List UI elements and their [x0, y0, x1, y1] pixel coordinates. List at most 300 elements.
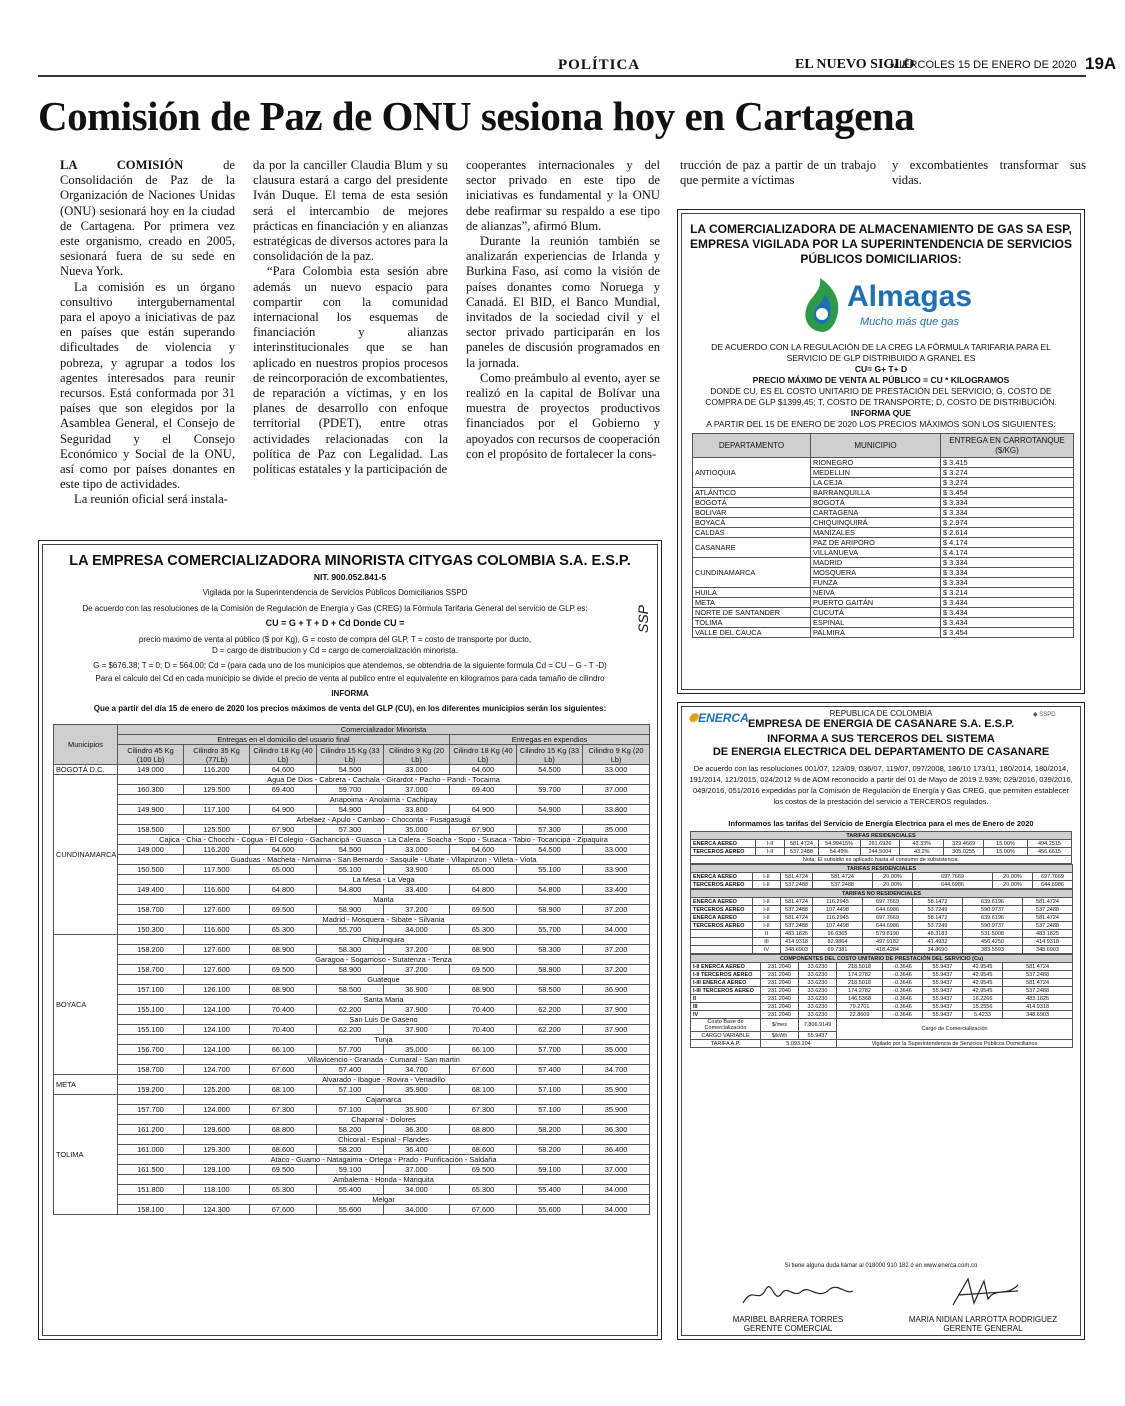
table-row: [691, 881, 1073, 889]
table-row: [693, 498, 1074, 508]
table-row: [54, 965, 650, 975]
price-cell: 57.300: [517, 825, 583, 835]
section-title: TARIFAS NO RESIDENCIALES: [691, 890, 1073, 898]
price-cell: $ 3.434: [941, 618, 1074, 628]
table-cell: IV: [753, 946, 781, 954]
price-cell: 117.500: [184, 865, 250, 875]
municipality-cell: MOSQUERA: [811, 568, 941, 578]
price-cell: 33.000: [384, 845, 450, 855]
table-row: [693, 608, 1074, 618]
price-cell: 57.100: [517, 1085, 583, 1095]
almagas-price-table: [692, 433, 1074, 638]
table-cell: IV: [691, 1011, 761, 1019]
price-cell: 36.300: [583, 1125, 650, 1135]
price-cell: 55.600: [517, 1205, 583, 1215]
group-row: [54, 855, 650, 865]
citygas-ad: [38, 540, 662, 1340]
price-cell: 37.000: [583, 1165, 650, 1175]
table-row: [693, 628, 1074, 638]
table-cell: I-III ENERCA AEREO: [691, 979, 761, 987]
price-cell: 149.400: [118, 885, 184, 895]
almagas-inform: INFORMA QUE: [850, 408, 912, 418]
price-cell: 67.900: [450, 825, 517, 835]
price-cell: 129.300: [184, 1145, 250, 1155]
table-cell: 231.2040: [761, 971, 799, 979]
article-paragraph: “Para Colombia esta sesión abre además un nuevo espacio para compartir con la comunidad internacional los esquemas de financiación y alianzas interinstitucionales que se han aplicado en nuestros propios procesos de reincorporación de excombatientes, de reparación a víctimas, y en los planes de desarrollo con enfoque territorial (PDET), entre otras actividades relacionadas con la política de Paz con Legalidad. Las políticas estatales y la participación de: [253, 264, 448, 477]
price-cell: 64.600: [450, 845, 517, 855]
department-cell: VALLE DEL CAUCA: [693, 628, 811, 638]
price-cell: 33.000: [583, 765, 650, 775]
table-cell: 218.5018: [837, 963, 883, 971]
column-header: Cilindro 18 Kg (40 Lb): [250, 745, 317, 765]
table-cell: 33.6230: [799, 979, 837, 987]
price-cell: 58.500: [517, 985, 583, 995]
table-cell: 69.7381: [813, 946, 863, 954]
price-cell: 68.900: [250, 945, 317, 955]
table-cell: 15.2556: [963, 1003, 1003, 1011]
table-cell: 590.9737: [963, 906, 1023, 914]
price-cell: 37.900: [384, 1005, 450, 1015]
table-cell: I-II: [755, 840, 784, 848]
citygas-vigilance: Vigilada por la Superintendencia de Servicios Públicos Domiciliarios SSPD: [202, 588, 468, 597]
table-row: [54, 785, 650, 795]
price-cell: 64.900: [450, 805, 517, 815]
municipality-cell: CHIQUINQUIRÁ: [811, 518, 941, 528]
column-header: Cilindro 45 Kg (100 Lb): [118, 745, 184, 765]
municipality-group: Melgar: [118, 1195, 650, 1205]
section-header: [691, 890, 1073, 898]
price-cell: 69.500: [250, 965, 317, 975]
enerca-republic: REPUBLICA DE COLOMBIA: [829, 709, 933, 718]
table-row: [54, 1045, 650, 1055]
enerca-footer-note: Si tiene alguna duda llámar al 018000 910 182 ó en www.enerca.com.co: [784, 1263, 978, 1269]
price-cell: 70.400: [450, 1005, 517, 1015]
table-cell: 54.49%: [818, 848, 860, 856]
table-row: [54, 985, 650, 995]
section-header: [691, 832, 1072, 840]
price-cell: 55.700: [317, 925, 384, 935]
price-cell: $ 3.434: [941, 608, 1074, 618]
table-row: [693, 518, 1074, 528]
price-cell: 161.000: [118, 1145, 184, 1155]
price-cell: 124.100: [184, 1045, 250, 1055]
price-cell: 65.300: [250, 925, 317, 935]
value-cell: 55.9437: [799, 1032, 837, 1040]
price-cell: 35.900: [384, 1105, 450, 1115]
table-cell: 537.2488: [781, 922, 813, 930]
table-row: [54, 1205, 650, 1215]
municipality-group: Garagoa - Sogamoso - Sutatenza - Tenza: [118, 955, 650, 965]
citygas-text: D = cargo de distribucion y Cd = cargo de comercialización minorista.: [212, 646, 458, 655]
price-cell: 55.600: [317, 1205, 384, 1215]
signer-2-name: MARIA NIDIAN LARROTTA RODRIGUEZ: [908, 1315, 1058, 1324]
price-cell: 54.800: [317, 885, 384, 895]
price-cell: 64.600: [250, 765, 317, 775]
group-row: [54, 1135, 650, 1145]
price-cell: 58.900: [317, 905, 384, 915]
price-cell: 151.800: [118, 1185, 184, 1195]
table-cell: 348.6903: [1023, 946, 1073, 954]
price-cell: 54.800: [517, 885, 583, 895]
price-cell: 58.300: [517, 945, 583, 955]
municipality-group: Anapoima - Anolaima - Cachipay: [118, 795, 650, 805]
price-cell: $ 3.274: [941, 468, 1074, 478]
price-cell: 37.200: [384, 965, 450, 975]
price-cell: $ 3.454: [941, 628, 1074, 638]
table-cell: 537.2488: [1003, 987, 1073, 995]
price-cell: $ 3.334: [941, 568, 1074, 578]
table-cell: I-II: [753, 898, 781, 906]
department-cell: CUNDINAMARCA: [693, 558, 811, 588]
enerca-inform: Informamos las tarifas del Servicio de Energía Electrica para el mes de Enero de 2020: [728, 819, 1034, 828]
table-cell: 414.9318: [1023, 938, 1073, 946]
municipality-group: Manta: [118, 895, 650, 905]
table-row: [691, 840, 1072, 848]
department-cell: BOLIVAR: [693, 508, 811, 518]
almagas-formula: CU= G+ T+ D: [854, 364, 908, 374]
price-cell: 69.500: [250, 905, 317, 915]
price-cell: 68.800: [250, 1125, 317, 1135]
table-cell: 55.9437: [923, 995, 963, 1003]
price-cell: 158.100: [118, 1205, 184, 1215]
table-cell: 383.5593: [963, 946, 1023, 954]
table-cell: 33.6230: [799, 995, 837, 1003]
table-cell: 15.00%: [984, 848, 1028, 856]
price-cell: 36.300: [384, 1125, 450, 1135]
price-cell: 116.600: [184, 885, 250, 895]
municipality-cell: VILLANUEVA: [811, 548, 941, 558]
price-cell: 68.900: [250, 985, 317, 995]
price-cell: 149.000: [118, 765, 184, 775]
price-cell: 33.900: [384, 865, 450, 875]
table-cell: III: [691, 1003, 761, 1011]
price-cell: 155.100: [118, 1025, 184, 1035]
price-cell: 33.000: [583, 845, 650, 855]
table-cell: 33.6230: [799, 971, 837, 979]
table-row: [691, 1019, 1073, 1032]
table-cell: 20.00%: [873, 873, 913, 881]
table-cell: 639.6196: [963, 914, 1023, 922]
table-cell: 33.6230: [799, 963, 837, 971]
department-cell: BOGOTÁ: [693, 498, 811, 508]
table-cell: 55.9437: [923, 1003, 963, 1011]
department-cell: META: [54, 1075, 118, 1095]
table-cell: 231.2040: [761, 987, 799, 995]
signer-1-title: GERENTE COMERCIAL: [743, 1324, 833, 1333]
table-row: [691, 930, 1073, 938]
enerca-logo: ✺ENERCA: [688, 711, 749, 725]
price-cell: 36.400: [384, 1145, 450, 1155]
table-header-row: [693, 434, 1074, 458]
price-cell: $ 3.334: [941, 578, 1074, 588]
group-row: [54, 1055, 650, 1065]
label-cell: TARIFA A.P.: [691, 1040, 761, 1048]
table-cell: 348.6903: [1003, 1011, 1073, 1019]
price-cell: 65.300: [450, 925, 517, 935]
price-cell: 34.700: [384, 1065, 450, 1075]
department-cell: META: [693, 598, 811, 608]
table-cell: 590.9737: [963, 922, 1023, 930]
department-cell: ATLÁNTICO: [693, 488, 811, 498]
note-cell: Nota: El subsidio es aplicado hasta el consumo de subsistencia.: [691, 856, 1072, 864]
table-row: [693, 528, 1074, 538]
group-row: [54, 955, 650, 965]
price-cell: 127.600: [184, 965, 250, 975]
table-row: [54, 1005, 650, 1015]
price-cell: 37.200: [583, 965, 650, 975]
price-cell: 36.900: [583, 985, 650, 995]
table-row: [693, 508, 1074, 518]
price-cell: 37.200: [384, 945, 450, 955]
table-cell: 218.5018: [837, 979, 883, 987]
price-cell: 34.000: [384, 925, 450, 935]
article-column-5: y excombatientes transformar sus vidas.: [892, 158, 1086, 188]
table-cell: 174.2782: [837, 987, 883, 995]
municipality-group: Cajamarca: [118, 1095, 650, 1105]
price-cell: 37.000: [384, 1165, 450, 1175]
table-cell: [691, 930, 753, 938]
price-cell: 37.200: [583, 905, 650, 915]
price-cell: 62.200: [317, 1025, 384, 1035]
table-cell: 418.4284: [863, 946, 913, 954]
price-cell: 57.400: [317, 1065, 384, 1075]
table-cell: TERCEROS AEREO: [691, 848, 756, 856]
price-cell: 57.100: [317, 1105, 384, 1115]
group-row: [54, 995, 650, 1005]
price-cell: $ 3.334: [941, 498, 1074, 508]
group-row: [54, 1175, 650, 1185]
table-cell: 644.6986: [863, 906, 913, 914]
table-cell: ENERCA AEREO: [691, 873, 753, 881]
department-cell: TOLIMA: [54, 1095, 118, 1215]
price-cell: 37.900: [384, 1025, 450, 1035]
price-cell: 129.600: [184, 1125, 250, 1135]
table-cell: 54.99415%: [818, 840, 860, 848]
section-header: [691, 955, 1073, 963]
citygas-formula: CU = G + T + D + Cd Donde CU =: [265, 618, 405, 628]
table-cell: 42.9545: [963, 963, 1003, 971]
price-cell: 127.600: [184, 945, 250, 955]
signer-1-name: MARIBEL BARRERA TORRES: [732, 1315, 844, 1324]
price-cell: 158.700: [118, 905, 184, 915]
cargo-cell: Cargo de Comercialización: [837, 1019, 1073, 1040]
price-cell: 37.900: [583, 1025, 650, 1035]
enerca-subtitle: INFORMA A SUS TERCEROS DEL SISTEMA: [767, 733, 995, 745]
price-cell: 33.400: [583, 885, 650, 895]
table-cell: 537.2488: [781, 881, 813, 889]
price-cell: 68.100: [450, 1085, 517, 1095]
section-name: POLÍTICA: [558, 57, 641, 73]
table-row: [54, 765, 650, 775]
citygas-inform: INFORMA: [331, 689, 369, 698]
municipality-group: La Mesa - La Vega: [118, 875, 650, 885]
group-row: [54, 815, 650, 825]
table-cell: 16.2266: [963, 995, 1003, 1003]
group-row: [54, 835, 650, 845]
table-cell: 53.7249: [913, 906, 963, 914]
table-cell: 231.2040: [761, 995, 799, 1003]
table-cell: -0.3646: [883, 995, 923, 1003]
table-cell: 697.7669: [1033, 873, 1073, 881]
price-cell: 57.400: [517, 1065, 583, 1075]
price-cell: 124.100: [184, 1025, 250, 1035]
table-row: [691, 1040, 1073, 1048]
table-cell: 697.7669: [913, 873, 993, 881]
price-cell: 124.100: [184, 1005, 250, 1015]
price-cell: 116.200: [184, 845, 250, 855]
value-cell: 7.806.9149: [799, 1019, 837, 1032]
table-cell: TERCEROS AEREO: [691, 881, 753, 889]
table-cell: 43.33%: [900, 840, 944, 848]
price-cell: 69.500: [450, 1165, 517, 1175]
table-cell: I-II: [753, 922, 781, 930]
enerca-table: [690, 889, 1073, 954]
price-cell: 66.100: [250, 1045, 317, 1055]
table-row: [691, 1003, 1073, 1011]
table-cell: 456.6615: [1027, 848, 1071, 856]
price-cell: 156.700: [118, 1045, 184, 1055]
table-row: [54, 845, 650, 855]
price-cell: 54.900: [317, 805, 384, 815]
price-cell: 64.900: [250, 805, 317, 815]
price-cell: 68.600: [250, 1145, 317, 1155]
table-cell: 53.7249: [913, 922, 963, 930]
table-row: [693, 588, 1074, 598]
enerca-subtitle: DE ENERGIA ELECTRICA DEL DEPARTAMENTO DE CASANARE: [712, 746, 1050, 758]
municipality-group: Madrid - Mosquera - Sibate - Silvania: [118, 915, 650, 925]
price-cell: 64.800: [250, 885, 317, 895]
table-cell: TERCEROS AEREO: [691, 906, 753, 914]
table-cell: 644.6986: [863, 922, 913, 930]
price-cell: 34.700: [583, 1065, 650, 1075]
price-cell: 124.700: [184, 1065, 250, 1075]
table-cell: -0.3646: [883, 1003, 923, 1011]
table-cell: II: [691, 995, 761, 1003]
table-cell: II: [753, 930, 781, 938]
price-cell: 129.500: [184, 785, 250, 795]
price-cell: 59.100: [517, 1165, 583, 1175]
table-cell: 639.6196: [963, 898, 1023, 906]
table-cell: 48.3183: [913, 930, 963, 938]
table-cell: 244.5004: [860, 848, 900, 856]
table-cell: 20.00%: [993, 881, 1033, 889]
table-cell: 116.2945: [813, 914, 863, 922]
table-cell: I-II: [753, 914, 781, 922]
price-cell: 55.100: [517, 865, 583, 875]
table-row: [54, 805, 650, 815]
article-paragraph: cooperantes internacionales y del sector privado en este tipo de iniciativas es fundamental y la ONU debe reafirmar su respaldo a ese tipo de alianzas”, afirmó Blum.: [466, 158, 660, 233]
price-cell: 65.000: [250, 865, 317, 875]
price-cell: 62.200: [517, 1025, 583, 1035]
price-cell: 65.000: [450, 865, 517, 875]
price-cell: 69.500: [450, 905, 517, 915]
table-row: [54, 1125, 650, 1135]
price-cell: 124.000: [184, 1105, 250, 1115]
price-cell: 58.200: [317, 1145, 384, 1155]
table-row: [693, 558, 1074, 568]
table-header-row: [54, 735, 650, 745]
table-cell: 107.4498: [813, 906, 863, 914]
enerca-table: [690, 954, 1073, 1048]
municipality-cell: PAZ DE ARIPORO: [811, 538, 941, 548]
municipality-cell: FUNZA: [811, 578, 941, 588]
price-cell: 57.100: [517, 1105, 583, 1115]
table-cell: 174.2782: [837, 971, 883, 979]
table-header-row: [54, 725, 650, 735]
table-cell: 644.6986: [1033, 881, 1073, 889]
sun-icon: ✺: [688, 711, 699, 725]
price-cell: 67.600: [450, 1065, 517, 1075]
page-number: 19A: [1085, 54, 1117, 73]
price-cell: 59.100: [317, 1165, 384, 1175]
almagas-ad: LA COMERCIALIZADORA DE ALMACENAMIENTO DE GAS SA ESP, EMPRESA VIGILADA POR LA SUPERINTENDENCIA DE SERVICIOS PÚBLICOS DOMICILIARIOS: Almagas Mucho más que gas DE ACUERDO CON LA REGULACIÓN DE LA CREG LA FÓRMULA TARIFARIA PARA EL SERVICIO DE GLP DISTRIBUIDO A GRANEL ES CU= G+ T+ D PRECIO MÁXIMO DE VENTA AL PÚBLICO = CU * KILOGRAMOS DONDE CU, ES EL COSTO UNITARIO DE PRESTACIÓN DEL SERVICIO; G, COSTO DE COMPRA DE GLP $1399,45; T, COSTO DE TRANSPORTE; D, COSTO DE DISTRIBUCIÓN. INFORMA QUE A PARTIR DEL 15 DE ENERO DE 2020 LOS PRECIOS MÁXIMOS SON LOS SIGUIENTES: DEPARTAMENTO MUNICIPIO ENTREGA EN CARROTANQUE ($/KG) ANTIOQUIA RIONEGRO $ 3.415 MEDELLIN $ 3.274 LA CEJA $ 3.274 ATLÁNTICO BARRANQUILLA $ 3.454 BOGOTÁ BOGOTÁ $ 3.334 BOLIVAR CARTAGENA $ 3.334 BOYACÁ CHIQUINQUIRÁ $ 2.974 CALDAS MANIZALES $ 2.614 CASANARE PAZ DE ARIPORO $ 4.174 VILLANUEVA $ 4.174 CUNDINAMARCA MADRID $ 3.334 MOSQUERA $ 3.334 FUNZA $ 3.334 HUILA NEIVA $ 3.214 META PUERTO GAITÁN $ 3.434 NORTE DE SANTANDER CUCUTÁ $ 3.434 TOLIMA ESPINAL $ 3.434 VALLE DEL CAUCA PALMIRA $ 3.454: [677, 209, 1085, 694]
table-cell: [691, 938, 753, 946]
column-header: DEPARTAMENTO: [693, 434, 811, 458]
price-cell: 37.200: [384, 905, 450, 915]
column-header: Cilindro 15 Kg (33 Lb): [317, 745, 384, 765]
table-cell: -0.3646: [883, 987, 923, 995]
table-cell: 58.1472: [913, 914, 963, 922]
section-title: TARIFAS RESIDENCIALES: [691, 865, 1073, 873]
price-cell: 62.200: [517, 1005, 583, 1015]
group-row: [54, 915, 650, 925]
table-row: [691, 914, 1073, 922]
page-header: [38, 54, 1117, 77]
price-cell: 37.000: [384, 785, 450, 795]
municipality-group: Tunja: [118, 1035, 650, 1045]
municipality-group: Alvarado - Ibague - Rovira - Venadillo: [118, 1075, 650, 1085]
table-cell: I-II: [753, 906, 781, 914]
table-row: [691, 898, 1073, 906]
table-row: [54, 905, 650, 915]
citygas-text: precio maximo de venta al público ($ por Kg), G = costo de compra del GLP, T = costo de transporte por ducto,: [138, 634, 532, 644]
department-cell: CUNDINAMARCA: [54, 775, 118, 935]
value-cell: 5.093.104: [761, 1040, 837, 1048]
price-cell: $ 3.415: [941, 458, 1074, 468]
article-lead: LA COMISIÓN: [60, 158, 184, 172]
table-cell: -0.3646: [883, 979, 923, 987]
table-cell: 581.4724: [813, 873, 873, 881]
table-cell: 79.2701: [837, 1003, 883, 1011]
price-cell: 64.600: [250, 845, 317, 855]
almagas-from: A PARTIR DEL 15 DE ENERO DE 2020 LOS PRECIOS MÁXIMOS SON LOS SIGUIENTES:: [706, 419, 1056, 429]
price-cell: 125.500: [184, 825, 250, 835]
table-row: [691, 995, 1073, 1003]
table-row: [54, 1105, 650, 1115]
table-cell: -0.3646: [883, 1011, 923, 1019]
table-cell: 33.6230: [799, 1011, 837, 1019]
table-row: [54, 1185, 650, 1195]
price-cell: 35.900: [384, 1085, 450, 1095]
municipality-cell: NEIVA: [811, 588, 941, 598]
municipality-group: Chaparral - Dolores: [118, 1115, 650, 1125]
almagas-title: LA COMERCIALIZADORA DE ALMACENAMIENTO DE GAS SA ESP,: [690, 222, 1072, 236]
department-cell: NORTE DE SANTANDER: [693, 608, 811, 618]
group-row: [54, 975, 650, 985]
price-cell: $ 2.974: [941, 518, 1074, 528]
price-cell: 33.800: [583, 805, 650, 815]
newspaper-name: EL NUEVO SIGLO: [795, 57, 915, 72]
price-cell: $ 3.334: [941, 508, 1074, 518]
price-cell: 118.100: [184, 1185, 250, 1195]
price-cell: 57.700: [317, 1045, 384, 1055]
table-cell: ENERCA AEREO: [691, 898, 753, 906]
table-cell: 581.4724: [1023, 898, 1073, 906]
price-cell: 66.100: [450, 1045, 517, 1055]
municipality-cell: MADRID: [811, 558, 941, 568]
table-cell: 33.6230: [799, 987, 837, 995]
column-header: Entregas en el domicilio del usuario final: [118, 735, 450, 745]
